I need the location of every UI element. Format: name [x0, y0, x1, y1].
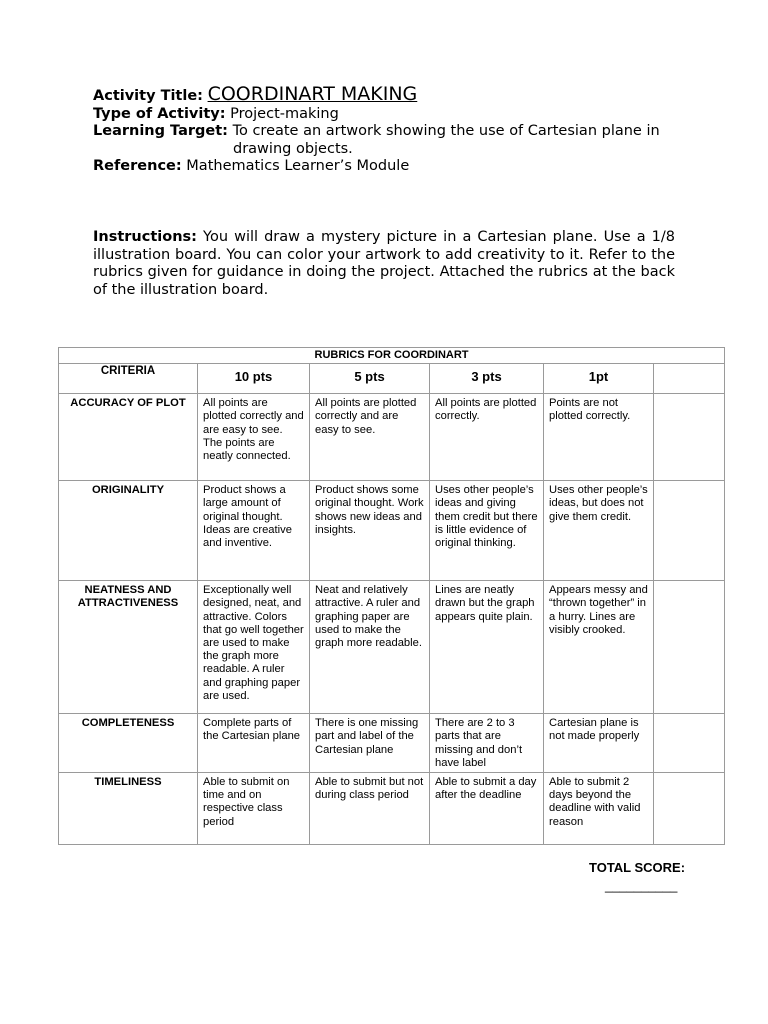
table-cell: Cartesian plane is not made properly: [544, 714, 654, 773]
activity-header: [93, 83, 675, 176]
table-cell: Neat and relatively attractive. A ruler and graphing paper are used to make the graph more readable.: [310, 581, 430, 714]
instructions-paragraph: [93, 229, 675, 299]
criterion-originality: ORIGINALITY: [59, 481, 198, 581]
instructions-text: You will draw a mystery picture in a Cartesian plane. Use a 1/8 illustration board. You can color your artwork to add creativity to it. Refer to the rubrics given for guidance in doing the project. Attached the rubrics at the back of the illustration board.: [93, 229, 675, 298]
header-10-pts: 10 pts: [198, 364, 310, 394]
reference-label: Reference:: [93, 158, 182, 174]
activity-title-value: COORDINART MAKING: [207, 83, 418, 105]
header-3-pts: 3 pts: [430, 364, 544, 394]
table-cell: There are 2 to 3 parts that are missing and don’t have label: [430, 714, 544, 773]
learning-target-label: Learning Target:: [93, 123, 228, 139]
table-row: [59, 714, 725, 773]
table-cell: Lines are neatly drawn but the graph appears quite plain.: [430, 581, 544, 714]
activity-title-line: [93, 83, 675, 106]
total-score-label: TOTAL SCORE:: [589, 860, 686, 875]
rubric-caption: RUBRICS FOR COORDINART: [59, 348, 725, 364]
learning-target-value: To create an artwork showing the use of Cartesian plane in: [232, 123, 660, 139]
table-cell: All points are plotted correctly and are easy to see.: [310, 394, 430, 481]
table-cell: Uses other people’s ideas and giving them credit but there is little evidence of original thinking.: [430, 481, 544, 581]
header-1-pt: 1pt: [544, 364, 654, 394]
criterion-neatness: NEATNESS AND ATTRACTIVENESS: [59, 581, 198, 714]
table-cell: Product shows a large amount of original thought. Ideas are creative and inventive.: [198, 481, 310, 581]
criterion-accuracy: ACCURACY OF PLOT: [59, 394, 198, 481]
table-spacer-cell: [654, 394, 725, 481]
header-criteria: CRITERIA: [59, 364, 198, 394]
header-5-pts: 5 pts: [310, 364, 430, 394]
table-cell: There is one missing part and label of the Cartesian plane: [310, 714, 430, 773]
table-spacer-cell: [654, 481, 725, 581]
table-row: [59, 394, 725, 481]
table-row: [59, 581, 725, 714]
header-spacer: [654, 364, 725, 394]
total-score-blank: __________: [605, 878, 678, 893]
table-cell: Able to submit but not during class period: [310, 773, 430, 845]
rubric-header-row: [59, 364, 725, 394]
activity-title-label: Activity Title:: [93, 88, 203, 104]
table-spacer-cell: [654, 581, 725, 714]
criterion-completeness: COMPLETENESS: [59, 714, 198, 773]
table-cell: All points are plotted correctly.: [430, 394, 544, 481]
rubric-table: [58, 347, 725, 845]
table-cell: Points are not plotted correctly.: [544, 394, 654, 481]
table-cell: Appears messy and “thrown together” in a hurry. Lines are visibly crooked.: [544, 581, 654, 714]
learning-target-continuation: drawing objects.: [233, 140, 353, 157]
learning-target-line: [93, 123, 675, 141]
table-spacer-cell: [654, 773, 725, 845]
table-cell: Able to submit 2 days beyond the deadline with valid reason: [544, 773, 654, 845]
table-cell: All points are plotted correctly and are easy to see. The points are neatly connected.: [198, 394, 310, 481]
table-cell: Able to submit a day after the deadline: [430, 773, 544, 845]
activity-type-value: Project-making: [230, 105, 339, 122]
activity-type-label: Type of Activity:: [93, 105, 226, 122]
instructions-label: Instructions:: [93, 229, 197, 245]
table-cell: Exceptionally well designed, neat, and attractive. Colors that go well together are used to make the graph more readable. A ruler and graphing paper are used.: [198, 581, 310, 714]
table-cell: Able to submit on time and on respective class period: [198, 773, 310, 845]
table-cell: Uses other people’s ideas, but does not give them credit.: [544, 481, 654, 581]
criterion-timeliness: TIMELINESS: [59, 773, 198, 845]
table-cell: Product shows some original thought. Work shows new ideas and insights.: [310, 481, 430, 581]
reference-value: Mathematics Learner’s Module: [186, 158, 410, 174]
reference-line: [93, 158, 675, 176]
table-row: [59, 773, 725, 845]
activity-type-line: [93, 106, 675, 124]
table-cell: Complete parts of the Cartesian plane: [198, 714, 310, 773]
table-spacer-cell: [654, 714, 725, 773]
table-row: [59, 481, 725, 581]
